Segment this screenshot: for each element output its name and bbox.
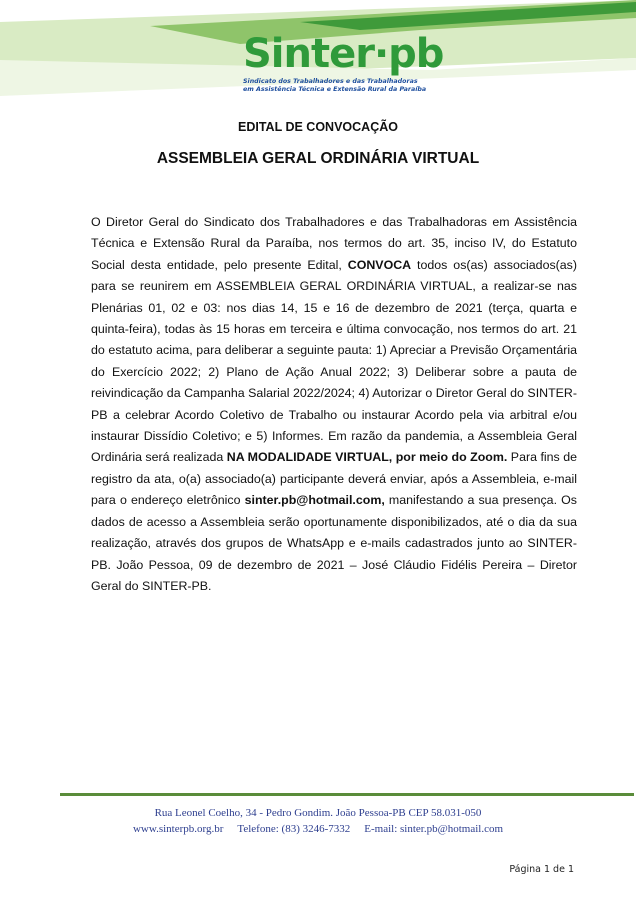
body-bold-email: sinter.pb@hotmail.com, — [244, 493, 385, 508]
page-number: Página 1 de 1 — [509, 864, 574, 875]
body-text-part-1: O Diretor Geral do Sindicato dos Trabalhadores e das Trabalhadoras em Assistência Técnica e Extensão Rural da Paraíba, nos termos do art. 35, inciso IV, do Estatuto Social desta entidade, pelo presente Edital, — [91, 215, 577, 272]
body-text-part-4: manifestando a sua presença. Os dados de acesso a Assembleia serão oportunamente disponibilizados, até o dia da sua realização, através dos grupos de WhatsApp e e-mails cadastrados junto ao SINTER-PB. João Pessoa, 09 de dezembro de 2021 – José Cláudio Fidélis Pereira – Diretor Geral do SINTER-PB. — [91, 493, 577, 593]
logo-wordmark: Sinter·pb — [243, 31, 444, 77]
logo-subtitle-line-1: Sindicato dos Trabalhadores e das Trabalhadoras — [243, 78, 418, 85]
footer-email: E-mail: sinter.pb@hotmail.com — [364, 823, 504, 835]
logo-subtitle — [243, 78, 443, 94]
sinter-pb-logo — [243, 31, 444, 104]
footer-address: Rua Leonel Coelho, 34 - Pedro Gondim. João Pessoa-PB CEP 58.031-050 — [154, 807, 482, 819]
body-bold-convoca: CONVOCA — [347, 257, 412, 272]
document-title: EDITAL DE CONVOCAÇÃO — [238, 120, 398, 134]
body-paragraph — [91, 212, 577, 597]
document-subtitle: ASSEMBLEIA GERAL ORDINÁRIA VIRTUAL — [156, 150, 480, 167]
footer-divider — [60, 793, 634, 796]
footer-website: www.sinterpb.org.br — [132, 823, 224, 835]
body-bold-modalidade: NA MODALIDADE VIRTUAL, por meio do Zoom. — [226, 450, 508, 465]
footer-phone: Telefone: (83) 3246-7332 — [237, 823, 351, 835]
body-text-part-3: Para fins de registro da ata, o(a) associado(a) participante deverá enviar, após a Assembleia, e-mail para o endereço eletrônico — [91, 450, 577, 508]
footer-contacts — [0, 823, 636, 835]
body-text-part-2: todos os(as) associados(as) para se reunirem em ASSEMBLEIA GERAL ORDINÁRIA VIRTUAL, a realizar-se nas Plenárias 01, 02 e 03: nos dias 14, 15 e 16 de dezembro de 2021 (terça, quarta e quinta-feira), todas às 15 horas em terceira e última convocação, nos termos do art. 21 do estatuto acima, para deliberar a seguinte pauta: 1) Apreciar a Previsão Orçamentária do Exercício 2022; 2) Plano de Ação Anual 2022; 3) Deliberar sobre a pauta de reivindicação da Campanha Salarial 2022/2024; 4) Autorizar o Diretor Geral do SINTER-PB a celebrar Acordo Coletivo de Trabalho ou instaurar Acordo pela via arbitral e/ou instaurar Dissídio Coletivo; e 5) Informes. Em razão da pandemia, a Assembleia Geral Ordinária será realizada — [91, 257, 577, 465]
logo-subtitle-line-2: em Assistência Técnica e Extensão Rural da Paraíba — [243, 86, 427, 93]
